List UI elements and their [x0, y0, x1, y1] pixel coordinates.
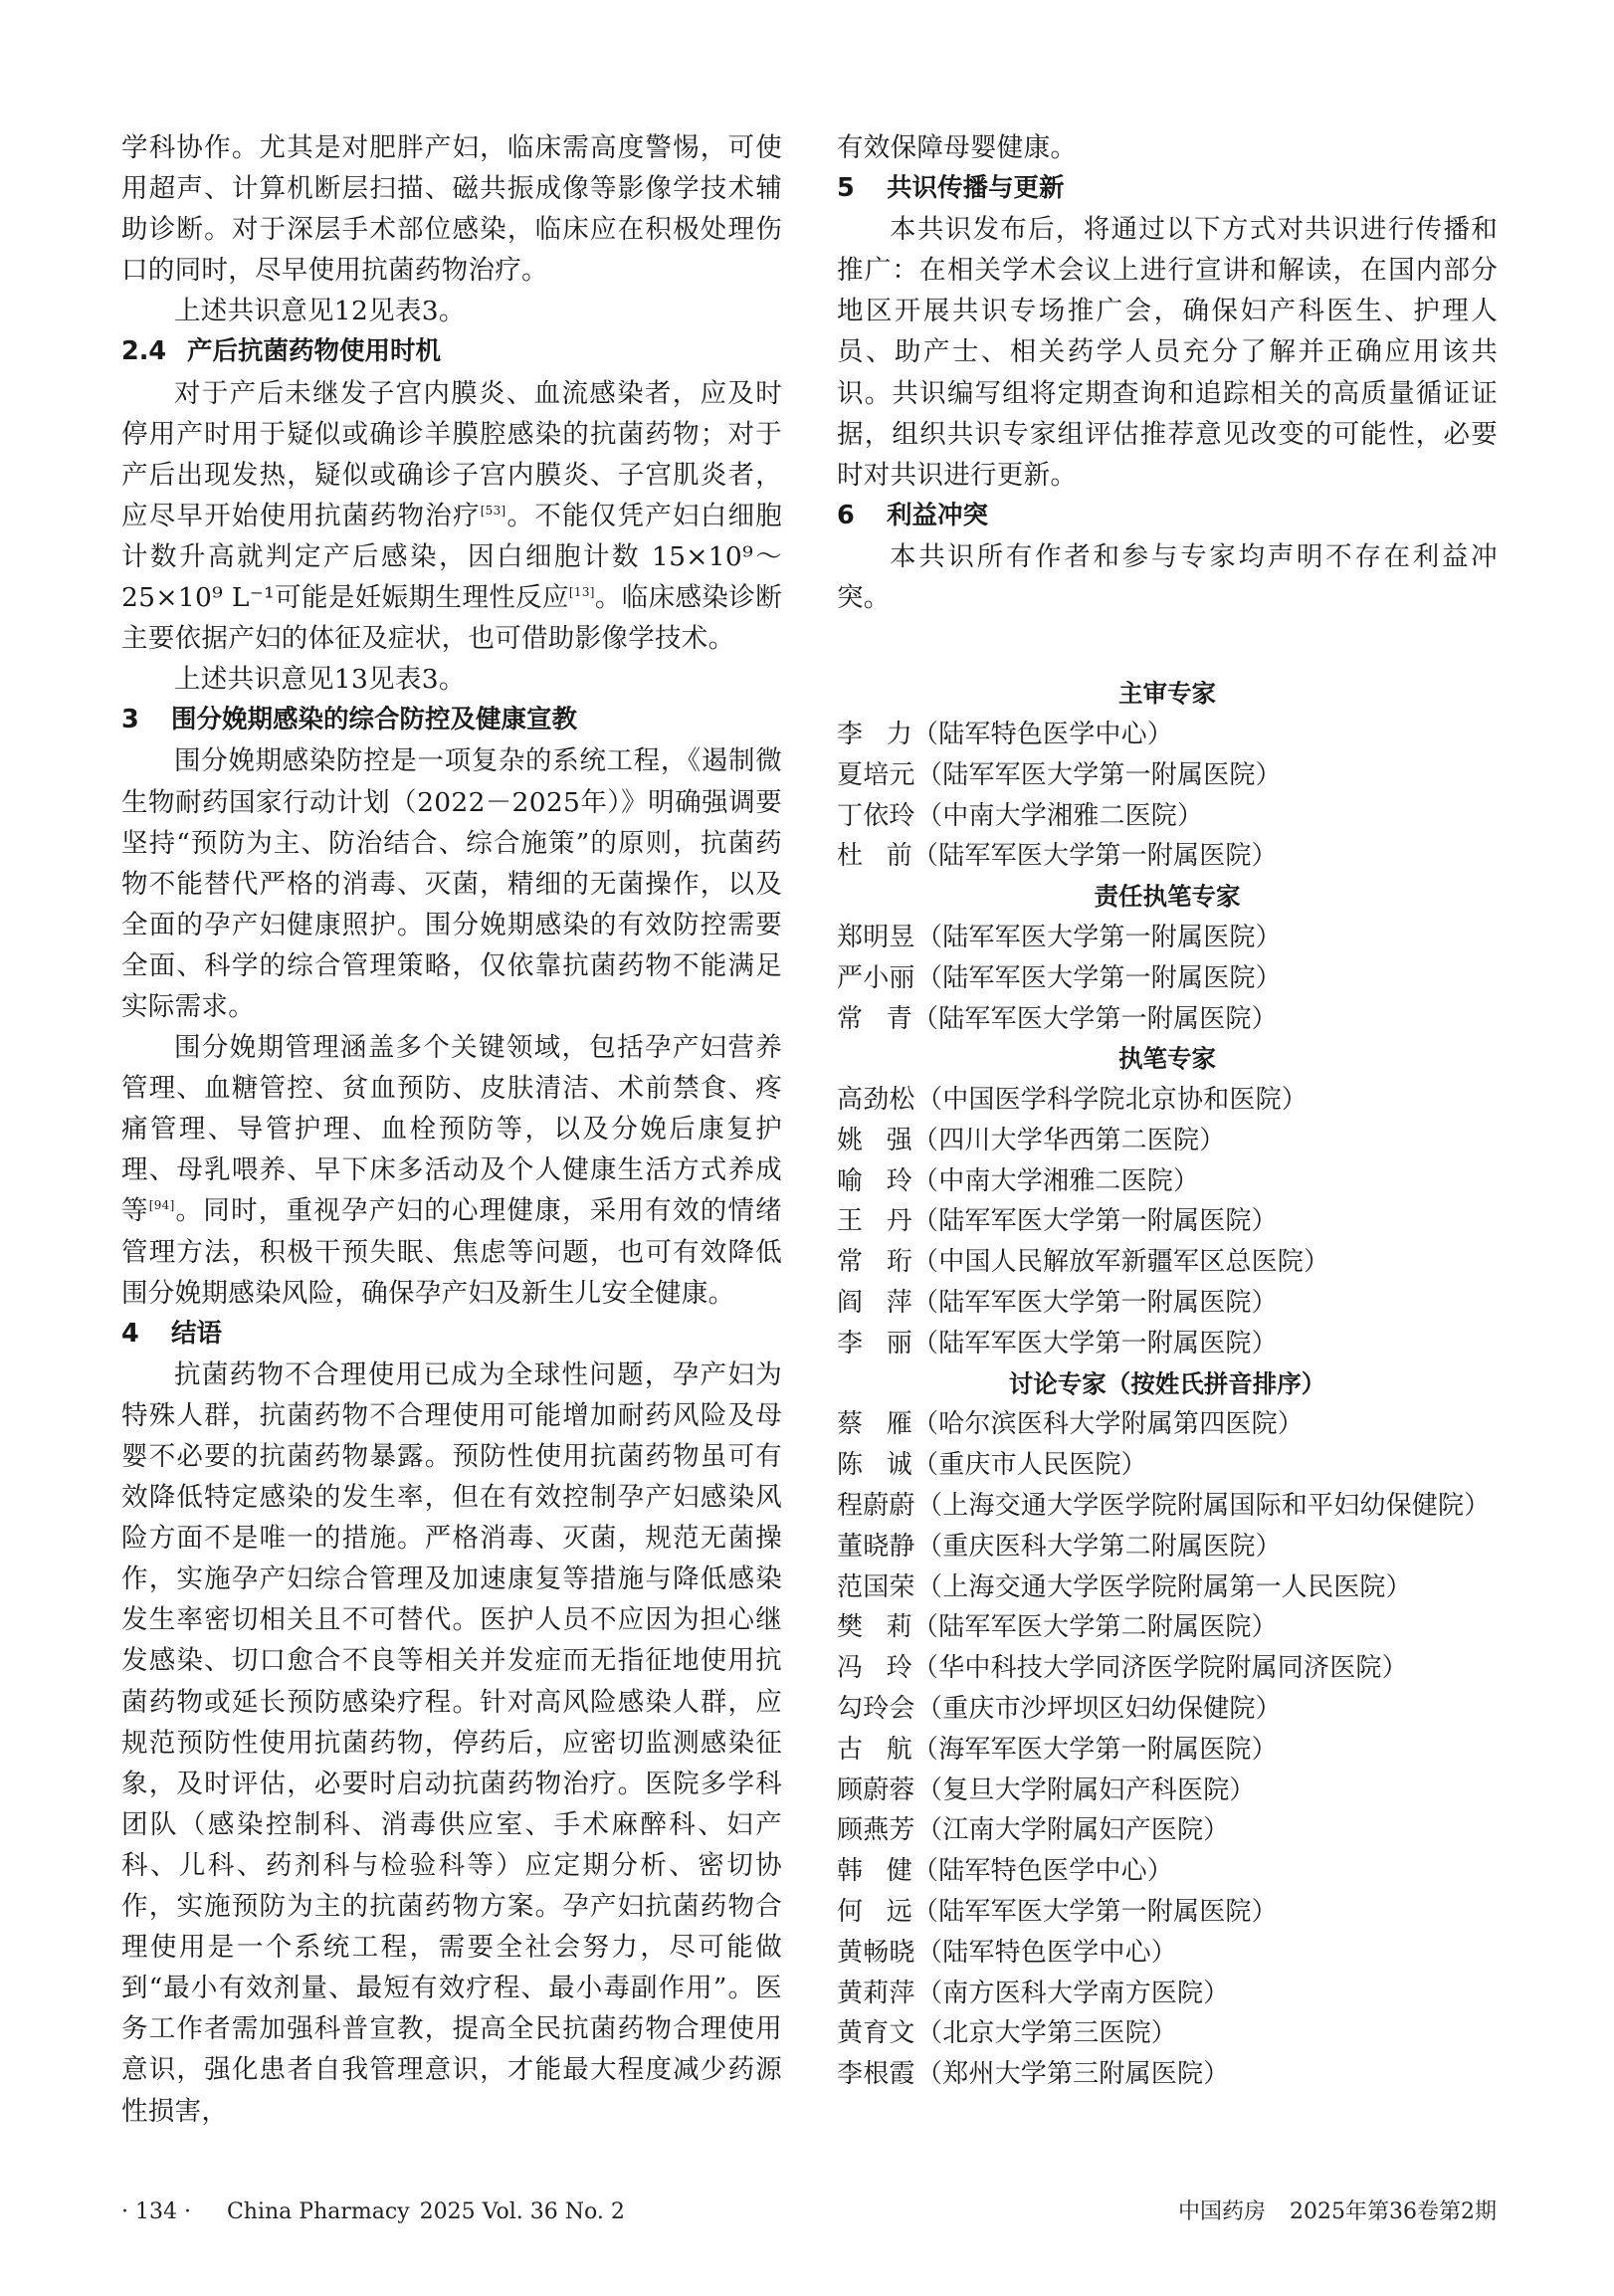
- expert-entry: [837, 1933, 1498, 1974]
- expert-affiliation: （陆军军医大学第二附属医院）: [912, 1612, 1278, 1643]
- paragraph-text: 围分娩期管理涵盖多个关键领域，包括孕产妇营养管理、血糖管控、贫血预防、皮肤清洁、术前禁食、疼痛管理、导管护理、血栓预防等，以及分娩后康复护理、母乳喂养、早下床多活动及个人健康生活方式养成等: [121, 1032, 782, 1227]
- expert-group-title: 执笔专家: [1118, 1044, 1216, 1074]
- expert-affiliation: （陆军军医大学第一附属医院）: [912, 1897, 1278, 1928]
- expert-entry: [837, 1974, 1498, 2014]
- expert-affiliation: （重庆市人民医院）: [912, 1450, 1147, 1481]
- expert-entry: [837, 1324, 1498, 1364]
- page-footer: [121, 2197, 1497, 2227]
- expert-entry: [837, 2013, 1498, 2054]
- expert-entry: [837, 1567, 1498, 1608]
- expert-name: 黄莉萍: [837, 1978, 915, 2008]
- paragraph-text: 有效保障母婴健康。: [837, 132, 1078, 163]
- paragraph: [121, 740, 782, 1027]
- paragraph: [121, 127, 782, 291]
- paragraph: [837, 127, 1498, 168]
- expert-affiliation: （陆军军医大学第一附属医院）: [916, 922, 1282, 952]
- expert-entry: [837, 1283, 1498, 1324]
- paragraph-text: 抗菌药物不合理使用已成为全球性问题，孕产妇为特殊人群，抗菌药物不合理使用可能增加耐药风险及母婴不必要的抗菌药物暴露。预防性使用抗菌药物虽可有效降低特定感染的发生率，但在有效控制孕产妇感染风险方面不是唯一的措施。严格消毒、灭菌，规范无菌操作，实施孕产妇综合管理及加速康复等措施与降低感染发生率密切相关且不可替代。医护人员不应因为担心继发感染、切口愈合不良等相关并发症而无指征地使用抗菌药物或延长预防感染疗程。针对高风险感染人群，应规范预防性使用抗菌药物，停药后，应密切监测感染征象，及时评估，必要时启动抗菌药物治疗。医院多学科团队（感染控制科、消毒供应室、手术麻醉科、妇产科、儿科、药剂科与检验科等）应定期分析、密切协作，实施预防为主的抗菌药物方案。孕产妇抗菌药物合理使用是一个系统工程，需要全社会努力，尽可能做到“最小有效剂量、最短有效疗程、最小毒副作用”。医务工作者需加强科普宣教，提高全民抗菌药物合理使用意识，强化患者自我管理意识，才能最大程度减少药源性损害，: [121, 1358, 782, 2127]
- expert-name: 姚强: [837, 1125, 912, 1155]
- expert-entry: [837, 1201, 1498, 1242]
- footer-right: [1178, 2197, 1497, 2227]
- journal-name-en: China Pharmacy: [226, 2199, 410, 2224]
- paragraph: [837, 209, 1498, 496]
- section-title: 结语: [171, 1318, 223, 1349]
- section-number: 6: [837, 500, 855, 530]
- expert-affiliation: （陆军军医大学第一附属医院）: [912, 1328, 1278, 1358]
- expert-affiliation: （陆军军医大学第一附属医院）: [916, 759, 1282, 790]
- paragraph-text: 上述共识意见13见表3。: [174, 664, 466, 696]
- paragraph: [121, 659, 782, 700]
- section-heading: [837, 496, 1498, 536]
- paragraph: [837, 536, 1498, 618]
- expert-name: 黄育文: [837, 2018, 915, 2049]
- expert-affiliation: （重庆市沙坪坝区妇幼保健院）: [916, 1694, 1282, 1725]
- expert-affiliation: （陆军军医大学第一附属医院）: [912, 1003, 1278, 1034]
- expert-entry: [837, 836, 1498, 877]
- paragraph-text: 本共识所有作者和参与专家均声明不存在利益冲突。: [837, 540, 1498, 614]
- expert-name: 何远: [837, 1897, 912, 1928]
- expert-affiliation: （复旦大学附属妇产科医院）: [916, 1774, 1256, 1805]
- paragraph-text: 。不能仅凭产妇白细胞计数升高就判定产后感染，因白细胞计数 15×10⁹～25×10⁹ L⁻¹可能是妊娠期生理性反应: [121, 500, 783, 614]
- expert-entry: [837, 1486, 1498, 1527]
- expert-affiliation: （南方医科大学南方医院）: [916, 1978, 1230, 2008]
- section-heading: [837, 168, 1498, 209]
- paragraph-text: 学科协作。尤其是对肥胖产妇，临床需高度警惕，可使用超声、计算机断层扫描、磁共振成像等影像学技术辅助诊断。对于深层手术部位感染，临床应在积极处理伤口的同时，尽早使用抗菌药物治疗。: [121, 132, 782, 287]
- expert-name: 高劲松: [837, 1085, 915, 1116]
- expert-entry: [837, 1648, 1498, 1689]
- expert-name: 古航: [837, 1734, 912, 1765]
- expert-affiliation: （上海交通大学医学院附属第一人民医院）: [916, 1571, 1412, 1602]
- expert-entry: [837, 1810, 1498, 1851]
- expert-entry: [837, 1527, 1498, 1567]
- expert-group-title: 责任执笔专家: [1094, 882, 1241, 912]
- expert-name: 李根霞: [837, 2059, 915, 2090]
- expert-entry: [837, 796, 1498, 837]
- expert-name: 顾燕芳: [837, 1815, 915, 1846]
- expert-entry: [837, 1689, 1498, 1730]
- expert-entry: [837, 1404, 1498, 1445]
- expert-name: 李力: [837, 719, 912, 749]
- expert-name: 严小丽: [837, 962, 915, 993]
- section-title: 利益冲突: [887, 500, 989, 530]
- expert-name: 董晓静: [837, 1531, 915, 1562]
- paragraph-text: 上述共识意见12见表3。: [174, 296, 466, 327]
- expert-name: 冯玲: [837, 1653, 912, 1684]
- expert-affiliation: （上海交通大学医学院附属国际和平妇幼保健院）: [916, 1491, 1491, 1522]
- paragraph: [121, 291, 782, 331]
- expert-entry: [837, 1445, 1498, 1486]
- expert-affiliation: （中南大学湘雅二医院）: [912, 1165, 1200, 1196]
- expert-entry: [837, 1080, 1498, 1121]
- expert-name: 郑明昱: [837, 922, 915, 952]
- expert-name: 韩健: [837, 1856, 912, 1887]
- expert-entry: [837, 999, 1498, 1040]
- expert-entry: [837, 1607, 1498, 1648]
- expert-name: 勾玲会: [837, 1694, 915, 1725]
- journal-name-cn: 中国药房: [1178, 2199, 1267, 2224]
- expert-name: 程蔚蔚: [837, 1491, 915, 1522]
- expert-affiliation: （陆军军医大学第一附属医院）: [916, 962, 1282, 993]
- paragraph-text: 围分娩期感染防控是一项复杂的系统工程，《遏制微生物耐药国家行动计划（2022－2025年）》明确强调要坚持“预防为主、防治结合、综合施策”的原则，抗菌药物不能替代严格的消毒、灭菌，精细的无菌操作，以及全面的孕产妇健康照护。围分娩期感染的有效防控需要全面、科学的综合管理策略，仅依靠抗菌药物不能满足实际需求。: [121, 745, 782, 1022]
- expert-affiliation: （中南大学湘雅二医院）: [916, 800, 1204, 831]
- expert-affiliation: （重庆医科大学第二附属医院）: [916, 1531, 1282, 1562]
- expert-name: 顾蔚蓉: [837, 1774, 915, 1805]
- section-number: 4: [121, 1318, 139, 1349]
- expert-affiliation: （华中科技大学同济医学院附属同济医院）: [912, 1653, 1408, 1684]
- expert-name: 范国荣: [837, 1571, 915, 1602]
- section-number: 3: [121, 705, 139, 735]
- expert-name: 喻玲: [837, 1165, 912, 1196]
- expert-name: 黄畅晓: [837, 1937, 915, 1968]
- citation-ref: [53]: [480, 504, 506, 519]
- expert-entry: [837, 1892, 1498, 1933]
- expert-affiliation: （陆军军医大学第一附属医院）: [912, 841, 1278, 872]
- paragraph-text: 。同时，重视孕产妇的心理健康，采用有效的情绪管理方法，积极干预失眠、焦虑等问题，也可有效降低围分娩期感染风险，确保孕产妇及新生儿安全健康。: [121, 1195, 782, 1309]
- expert-name: 蔡雁: [837, 1409, 912, 1440]
- expert-entry: [837, 1771, 1498, 1811]
- expert-affiliation: （陆军军医大学第一附属医院）: [912, 1206, 1278, 1237]
- expert-entry: [837, 715, 1498, 755]
- right-column-text: [837, 127, 1498, 618]
- expert-name: 丁依玲: [837, 800, 915, 831]
- expert-entry: [837, 2054, 1498, 2095]
- expert-affiliation: （郑州大学第三附属医院）: [916, 2059, 1230, 2090]
- expert-name: 樊莉: [837, 1612, 912, 1643]
- paragraph-text: 本共识发布后，将通过以下方式对共识进行传播和推广：在相关学术会议上进行宣讲和解读，在国内部分地区开展共识专场推广会，确保妇产科医生、护理人员、助产士、相关药学人员充分了解并正确应用该共识。共识编写组将定期查询和追踪相关的高质量循证证据，组织共识专家组评估推荐意见改变的可能性，必要时对共识进行更新。: [837, 214, 1498, 491]
- subsection-heading: [121, 331, 782, 372]
- expert-affiliation: （陆军军医大学第一附属医院）: [912, 1288, 1278, 1319]
- expert-affiliation: （哈尔滨医科大学附属第四医院）: [912, 1409, 1305, 1440]
- expert-entry: [837, 958, 1498, 999]
- expert-group-title: 讨论专家（按姓氏拼音排序）: [1008, 1368, 1326, 1398]
- section-number: 5: [837, 173, 855, 204]
- section-heading: [121, 700, 782, 740]
- paragraph: [121, 373, 782, 660]
- paragraph: [121, 1355, 782, 2132]
- expert-name: 王丹: [837, 1206, 912, 1237]
- expert-name: 常青: [837, 1003, 912, 1034]
- expert-name: 常珩: [837, 1247, 912, 1278]
- expert-entry: [837, 755, 1498, 796]
- paragraph-text: 对于产后未继发子宫内膜炎、血流感染者，应及时停用产时用于疑似或确诊羊膜腔感染的抗菌药物；对于产后出现发热，疑似或确诊子宫内膜炎、子宫肌炎者，应尽早开始使用抗菌药物治疗: [121, 377, 782, 531]
- issue-cn: 2025年第36卷第2期: [1290, 2199, 1497, 2224]
- expert-entry: [837, 1161, 1498, 1202]
- expert-entry: [837, 1242, 1498, 1283]
- section-title: 产后抗菌药物使用时机: [187, 336, 442, 367]
- expert-affiliation: （江南大学附属妇产医院）: [916, 1815, 1230, 1846]
- expert-affiliation: （海军军医大学第一附属医院）: [912, 1734, 1278, 1765]
- expert-affiliation: （陆军特色医学中心）: [912, 719, 1174, 749]
- section-title: 共识传播与更新: [887, 173, 1065, 204]
- citation-ref: [13]: [568, 585, 595, 600]
- expert-entry: [837, 1121, 1498, 1161]
- paragraph: [121, 1027, 782, 1314]
- expert-affiliation: （北京大学第三医院）: [916, 2018, 1178, 2049]
- section-spacer: [837, 618, 1498, 674]
- left-column: [121, 127, 782, 2132]
- right-column: [837, 127, 1498, 2095]
- expert-list: [837, 674, 1498, 2095]
- section-title: 围分娩期感染的综合防控及健康宣教: [171, 705, 578, 735]
- expert-name: 陈诚: [837, 1450, 912, 1481]
- expert-name: 阎萍: [837, 1288, 912, 1319]
- issue-en: 2025 Vol. 36 No. 2: [419, 2199, 625, 2224]
- expert-affiliation: （中国人民解放军新疆军区总医院）: [912, 1247, 1330, 1278]
- expert-affiliation: （四川大学华西第二医院）: [912, 1125, 1226, 1155]
- section-number: 2.4: [121, 336, 167, 367]
- expert-name: 杜前: [837, 841, 912, 872]
- expert-entry: [837, 1730, 1498, 1771]
- paragraph-text: 。临床感染诊断主要依据产妇的体征及症状，也可借助影像学技术。: [121, 582, 782, 655]
- expert-name: 李丽: [837, 1328, 912, 1358]
- citation-ref: [94]: [148, 1198, 175, 1213]
- page-number: · 134 ·: [121, 2199, 191, 2224]
- expert-name: 夏培元: [837, 759, 915, 790]
- expert-group-title: 主审专家: [1118, 679, 1216, 709]
- expert-affiliation: （中国医学科学院北京协和医院）: [916, 1085, 1309, 1116]
- expert-entry: [837, 918, 1498, 958]
- section-heading: [121, 1314, 782, 1355]
- expert-entry: [837, 1851, 1498, 1892]
- expert-affiliation: （陆军特色医学中心）: [912, 1856, 1174, 1887]
- expert-affiliation: （陆军特色医学中心）: [916, 1937, 1178, 1968]
